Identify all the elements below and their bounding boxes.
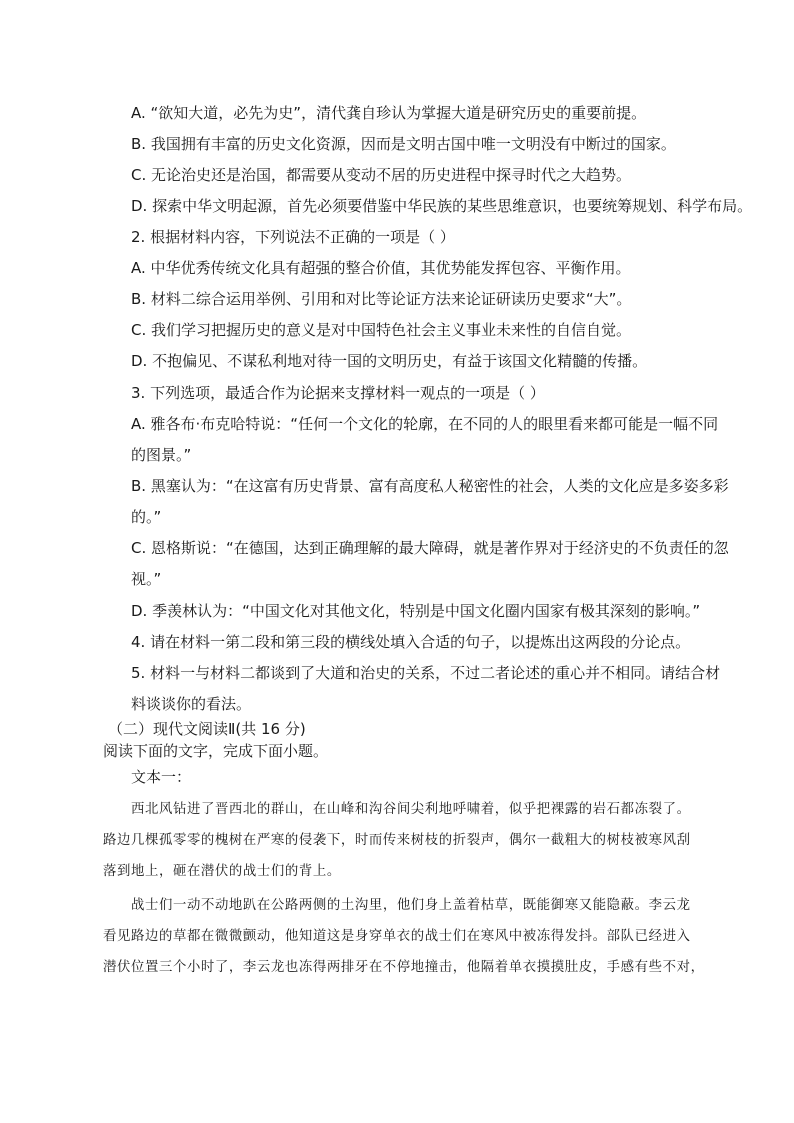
- q5-stem-cont: 料谈谈你的看法。: [131, 695, 252, 713]
- q1-option-a: A. “欲知大道，必先为史”，清代龚自珍认为掌握大道是研究历史的重要前提。: [131, 104, 647, 122]
- q2-option-c: C. 我们学习把握历史的意义是对中国特色社会主义事业未来性的自信自觉。: [131, 321, 632, 339]
- q1-option-c: C. 无论治史还是治国，都需要从变动不居的历史进程中探寻时代之大趋势。: [131, 166, 632, 184]
- q3-option-c-cont: 视。”: [131, 570, 162, 588]
- text-label: 文本一：: [131, 768, 192, 786]
- q2-option-a: A. 中华优秀传统文化具有超强的整合价值，其优势能发挥包容、平衡作用。: [131, 259, 631, 277]
- q3-option-c: C. 恩格斯说：“在德国，达到正确理解的最大障碍，就是著作界对于经济史的不负责任的忽: [131, 539, 729, 557]
- q4-stem: 4. 请在材料一第二段和第三段的横线处填入合适的句子，以提炼出这两段的分论点。: [131, 633, 691, 651]
- story-paragraph-2: 战士们一动不动地趴在公路两侧的土沟里，他们身上盖着枯草，既能御寒又能隐蔽。李云龙: [131, 898, 691, 913]
- q3-option-a: A. 雅各布·布克哈特说：“任何一个文化的轮廓，在不同的人的眼里看来都可能是一幅不同: [131, 415, 719, 433]
- story-paragraph-1: 西北风钻进了晋西北的群山，在山峰和沟谷间尖利地呼啸着，似乎把裸露的岩石都冻裂了。: [131, 802, 691, 817]
- story-line: 潜伏位置三个小时了，李云龙也冻得两排牙在不停地撞击，他隔着单衣摸摸肚皮，手感有些不对，: [103, 960, 705, 975]
- q3-option-b-cont: 的。”: [131, 508, 162, 526]
- q1-option-d: D. 探索中华文明起源，首先必须要借鉴中华民族的某些思维意识，也要统筹规划、科学布局。: [131, 197, 753, 215]
- q3-option-a-cont: 的图景。”: [131, 446, 192, 464]
- instruction: 阅读下面的文字，完成下面小题。: [103, 742, 329, 760]
- q2-option-b: B. 材料二综合运用举例、引用和对比等论证方法来论证研读历史要求“大”。: [131, 290, 632, 308]
- section-heading: （二）现代文阅读Ⅱ(共 16 分): [108, 720, 306, 738]
- story-line: 落到地上，砸在潜伏的战士们的背上。: [103, 864, 341, 879]
- q2-option-d: D. 不抱偏见、不谋私利地对待一国的文明历史，有益于该国文化精髓的传播。: [131, 352, 648, 370]
- q2-stem: 2. 根据材料内容，下列说法不正确的一项是（ ）: [131, 228, 455, 246]
- story-line: 路边几棵孤零零的槐树在严寒的侵袭下，时而传来树枝的折裂声，偶尔一截粗大的树枝被寒风刮: [103, 833, 691, 848]
- q1-option-b: B. 我国拥有丰富的历史文化资源，因而是文明古国中唯一文明没有中断过的国家。: [131, 135, 676, 153]
- q3-option-d: D. 季羡林认为：“中国文化对其他文化，特别是中国文化圈内国家有极其深刻的影响。”: [131, 602, 701, 620]
- q3-option-b: B. 黑塞认为：“在这富有历史背景、富有高度私人秘密性的社会，人类的文化应是多姿多彩: [131, 477, 729, 495]
- story-line: 看见路边的草都在微微颤动，他知道这是身穿单衣的战士们在寒风中被冻得发抖。部队已经进入: [103, 929, 691, 944]
- q3-stem: 3. 下列选项，最适合作为论据来支撑材料一观点的一项是（ ）: [131, 384, 545, 402]
- q5-stem: 5. 材料一与材料二都谈到了大道和治史的关系，不过二者论述的重心并不相同。请结合材: [131, 664, 721, 682]
